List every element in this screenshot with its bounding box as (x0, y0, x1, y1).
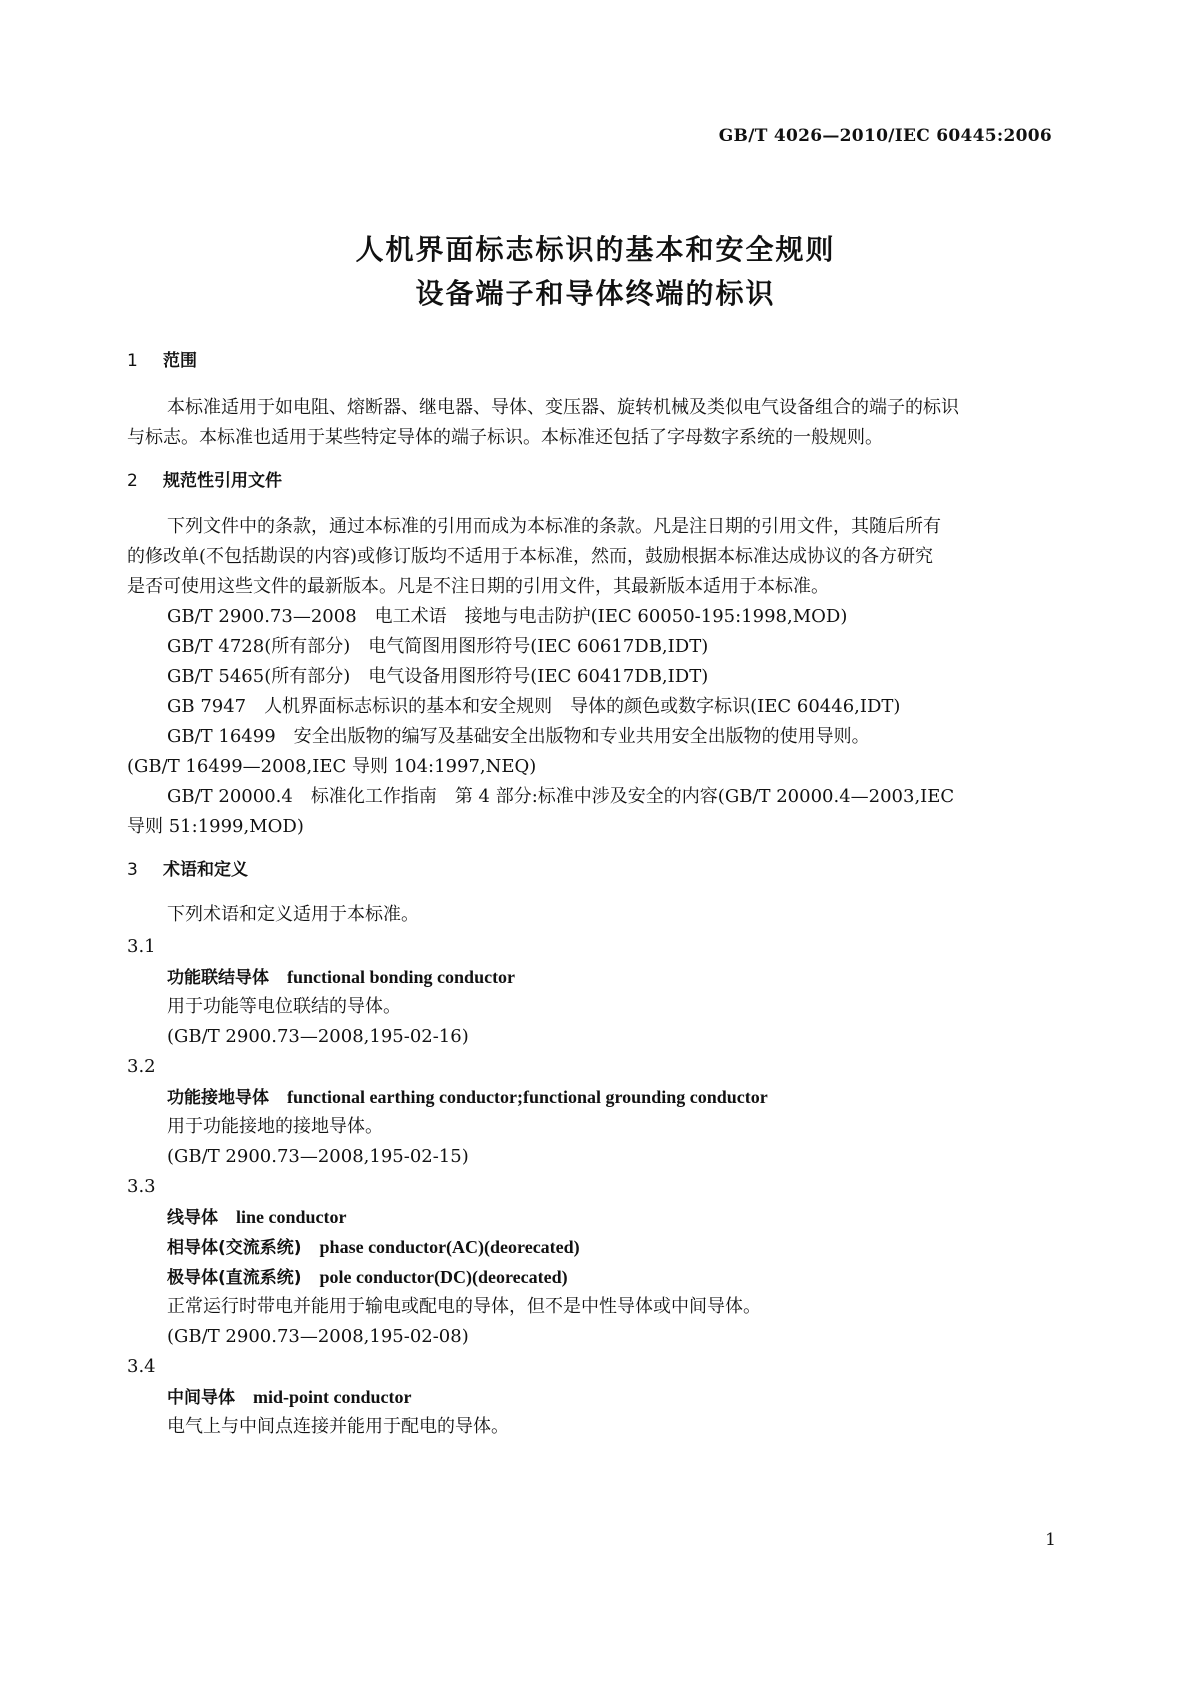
term-zh: 功能联结导体 (167, 968, 269, 988)
section-1-heading (127, 346, 197, 376)
term-heading-alt (167, 1262, 568, 1293)
page-number: 1 (1045, 1530, 1056, 1550)
reference-item-cont: 导则 51:1999,MOD) (127, 816, 304, 837)
reference-item-cont: (GB/T 16499—2008,IEC 导则 104:1997,NEQ) (127, 756, 537, 777)
term-definition: 用于功能等电位联结的导体。 (167, 996, 401, 1017)
reference-item: GB/T 2900.73—2008 电工术语 接地与电击防护(IEC 60050-195:1998,MOD) (167, 606, 848, 627)
term-number: 3.3 (127, 1176, 156, 1197)
term-zh: 相导体(交流系统) (167, 1238, 302, 1258)
term-en: line conductor (236, 1207, 347, 1227)
term-en: functional earthing conductor;functional grounding conductor (287, 1087, 768, 1107)
term-zh: 中间导体 (167, 1388, 235, 1408)
term-en: pole conductor(DC)(deorecated) (319, 1267, 568, 1287)
term-zh: 线导体 (167, 1208, 218, 1228)
section-number: 2 (127, 471, 138, 491)
title-line-2: 设备端子和导体终端的标识 (415, 277, 776, 310)
section-number: 1 (127, 351, 138, 371)
term-heading (167, 962, 515, 993)
term-en: phase conductor(AC)(deorecated) (319, 1237, 580, 1257)
term-heading (167, 1082, 768, 1113)
reference-item: GB 7947 人机界面标志标识的基本和安全规则 导体的颜色或数字标识(IEC 60446,IDT) (167, 696, 901, 717)
s2-para-line: 下列文件中的条款，通过本标准的引用而成为本标准的条款。凡是注日期的引用文件，其随后所有 (167, 516, 941, 537)
section-title: 范围 (163, 351, 197, 371)
reference-item: GB/T 16499 安全出版物的编写及基础安全出版物和专业共用安全出版物的使用导则。 (167, 726, 870, 747)
reference-item: GB/T 4728(所有部分) 电气简图用图形符号(IEC 60617DB,IDT) (167, 636, 709, 657)
term-number: 3.4 (127, 1356, 156, 1377)
term-source: (GB/T 2900.73—2008,195-02-15) (167, 1146, 469, 1167)
title-line-1: 人机界面标志标识的基本和安全规则 (355, 233, 836, 266)
s2-para-line: 的修改单(不包括勘误的内容)或修订版均不适用于本标准，然而，鼓励根据本标准达成协议的各方研究 (127, 546, 934, 567)
s3-intro: 下列术语和定义适用于本标准。 (167, 904, 419, 925)
term-source: (GB/T 2900.73—2008,195-02-16) (167, 1026, 469, 1047)
term-zh: 功能接地导体 (167, 1088, 269, 1108)
term-en: mid-point conductor (253, 1387, 412, 1407)
term-zh: 极导体(直流系统) (167, 1268, 302, 1288)
term-number: 3.1 (127, 936, 156, 957)
term-definition: 电气上与中间点连接并能用于配电的导体。 (167, 1416, 509, 1437)
section-2-heading (127, 466, 282, 496)
section-3-heading (127, 855, 248, 885)
reference-item: GB/T 5465(所有部分) 电气设备用图形符号(IEC 60417DB,IDT) (167, 666, 709, 687)
document-title (0, 228, 1191, 316)
term-heading-alt (167, 1232, 580, 1263)
s1-para-line: 本标准适用于如电阻、熔断器、继电器、导体、变压器、旋转机械及类似电气设备组合的端子的标识 (167, 397, 959, 418)
reference-item: GB/T 20000.4 标准化工作指南 第 4 部分:标准中涉及安全的内容(GB/T 20000.4—2003,IEC (167, 786, 955, 807)
term-en: functional bonding conductor (287, 967, 516, 987)
standard-code: GB/T 4026—2010/IEC 60445:2006 (718, 126, 1052, 146)
s1-para-line: 与标志。本标准也适用于某些特定导体的端子标识。本标准还包括了字母数字系统的一般规则。 (127, 427, 883, 448)
term-source: (GB/T 2900.73—2008,195-02-08) (167, 1326, 469, 1347)
term-heading (167, 1382, 412, 1413)
term-definition: 用于功能接地的接地导体。 (167, 1116, 383, 1137)
s2-para-line: 是否可使用这些文件的最新版本。凡是不注日期的引用文件，其最新版本适用于本标准。 (127, 576, 829, 597)
section-number: 3 (127, 860, 138, 880)
term-definition: 正常运行时带电并能用于输电或配电的导体，但不是中性导体或中间导体。 (167, 1296, 761, 1317)
term-number: 3.2 (127, 1056, 156, 1077)
section-title: 术语和定义 (163, 860, 248, 880)
section-title: 规范性引用文件 (163, 471, 282, 491)
term-heading (167, 1202, 347, 1233)
